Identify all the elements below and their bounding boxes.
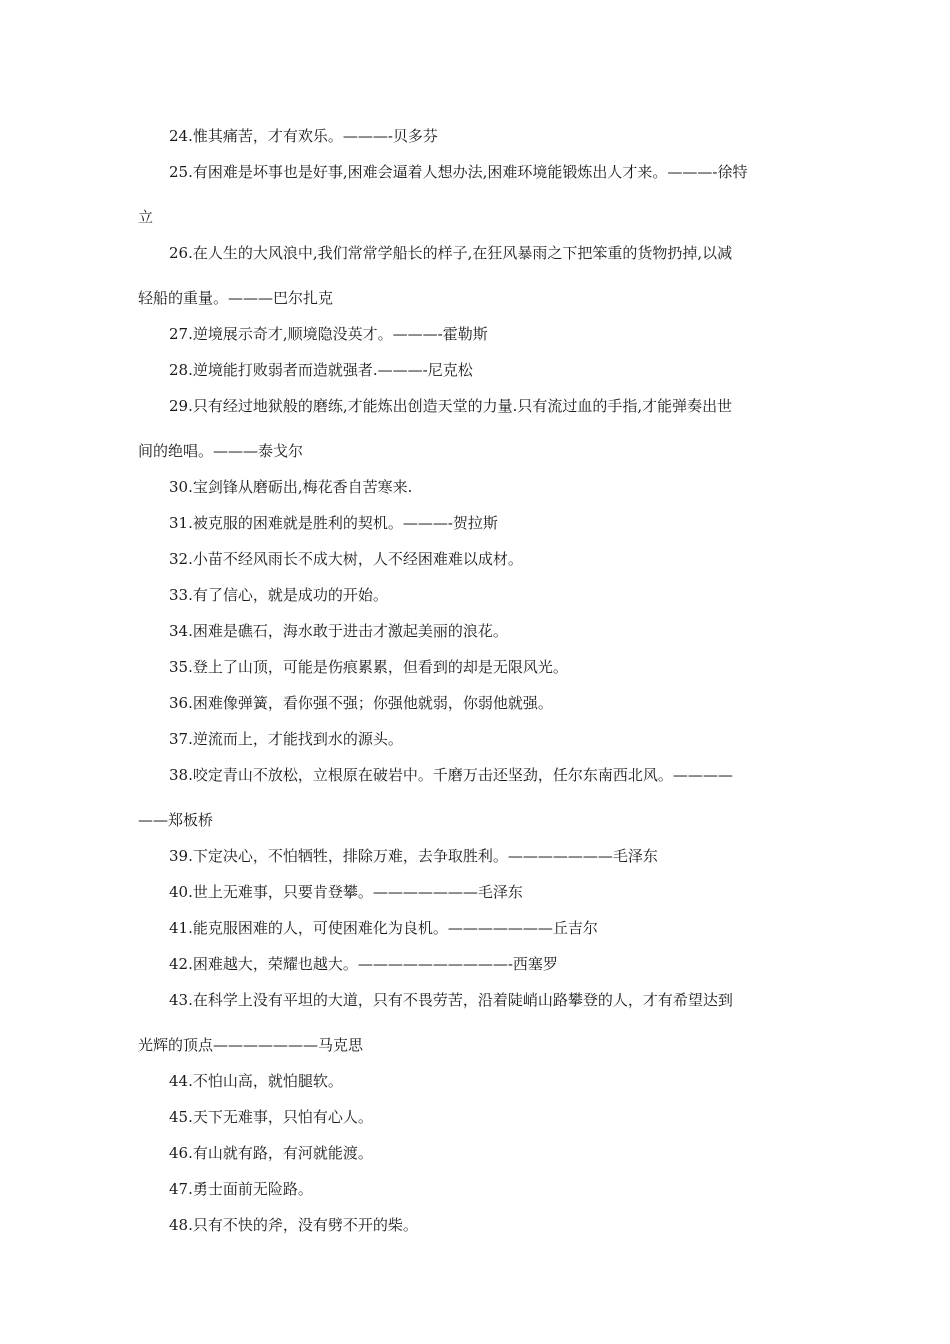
quote-line: 37.逆流而上，才能找到水的源头。 [169,730,403,748]
quote-line: 27.逆境展示奇才,顺境隐没英才。———-霍勒斯 [169,325,488,343]
quote-item-42 [138,953,814,975]
quote-line: 26.在人生的大风浪中,我们常常学船长的样子,在狂风暴雨之下把笨重的货物扔掉,以减 [169,244,733,262]
quote-line: 48.只有不快的斧，没有劈不开的柴。 [169,1216,418,1234]
quote-item-41 [138,917,814,939]
quote-line: 40.世上无难事，只要肯登攀。———————毛泽东 [169,883,523,901]
quote-item-43 [138,989,814,1056]
quote-item-46 [138,1142,814,1164]
quote-item-40 [138,881,814,903]
quote-item-44 [138,1070,814,1092]
quote-line: 30.宝剑锋从磨砺出,梅花香自苦寒来. [169,478,413,496]
quote-line: 38.咬定青山不放松，立根原在破岩中。千磨万击还坚劲，任尔东南西北风。———— [169,766,733,784]
quote-item-32 [138,548,814,570]
quote-line: 36.困难像弹簧，看你强不强；你强他就弱，你弱他就强。 [169,694,553,712]
quote-line: 39.下定决心，不怕牺牲，排除万难，去争取胜利。———————毛泽东 [169,847,658,865]
quote-line: 32.小苗不经风雨长不成大树，人不经困难难以成材。 [169,550,523,568]
quote-continuation: 光辉的顶点———————马克思 [138,1036,364,1054]
quote-list [138,125,814,1250]
quote-item-31 [138,512,814,534]
quote-continuation: 轻船的重量。———巴尔扎克 [138,289,334,307]
quote-line: 35.登上了山顶，可能是伤痕累累，但看到的却是无限风光。 [169,658,568,676]
quote-item-34 [138,620,814,642]
quote-continuation: 间的绝唱。———泰戈尔 [138,442,304,460]
quote-line: 33.有了信心，就是成功的开始。 [169,586,388,604]
quote-item-48 [138,1214,814,1236]
quote-item-45 [138,1106,814,1128]
quote-line: 24.惟其痛苦，才有欢乐。———-贝多芬 [169,127,438,145]
quote-item-29 [138,395,814,462]
quote-continuation: 立 [138,208,154,226]
quote-line: 46.有山就有路，有河就能渡。 [169,1144,373,1162]
quote-line: 34.困难是礁石，海水敢于进击才激起美丽的浪花。 [169,622,508,640]
quote-line: 43.在科学上没有平坦的大道，只有不畏劳苦，沿着陡峭山路攀登的人，才有希望达到 [169,991,733,1009]
quote-line: 29.只有经过地狱般的磨练,才能炼出创造天堂的力量.只有流过血的手指,才能弹奏出世 [169,397,733,415]
quote-item-25 [138,161,814,228]
quote-line: 45.天下无难事，只怕有心人。 [169,1108,373,1126]
quote-item-24 [138,125,814,147]
quote-item-27 [138,323,814,345]
quote-item-26 [138,242,814,309]
quote-item-39 [138,845,814,867]
quote-item-38 [138,764,814,831]
quote-item-33 [138,584,814,606]
quote-continuation: ——郑板桥 [138,811,214,829]
quote-line: 25.有困难是坏事也是好事,困难会逼着人想办法,困难环境能锻炼出人才来。———-徐特 [169,163,748,181]
quote-line: 31.被克服的困难就是胜利的契机。———-贺拉斯 [169,514,498,532]
quote-line: 28.逆境能打败弱者而造就强者.———-尼克松 [169,361,473,379]
quote-line: 41.能克服困难的人，可使困难化为良机。———————丘吉尔 [169,919,598,937]
quote-item-28 [138,359,814,381]
quote-item-35 [138,656,814,678]
quote-item-30 [138,476,814,498]
quote-line: 44.不怕山高，就怕腿软。 [169,1072,343,1090]
quote-line: 42.困难越大，荣耀也越大。——————————-西塞罗 [169,955,558,973]
quote-item-36 [138,692,814,714]
quote-item-47 [138,1178,814,1200]
quote-line: 47.勇士面前无险路。 [169,1180,313,1198]
quote-item-37 [138,728,814,750]
